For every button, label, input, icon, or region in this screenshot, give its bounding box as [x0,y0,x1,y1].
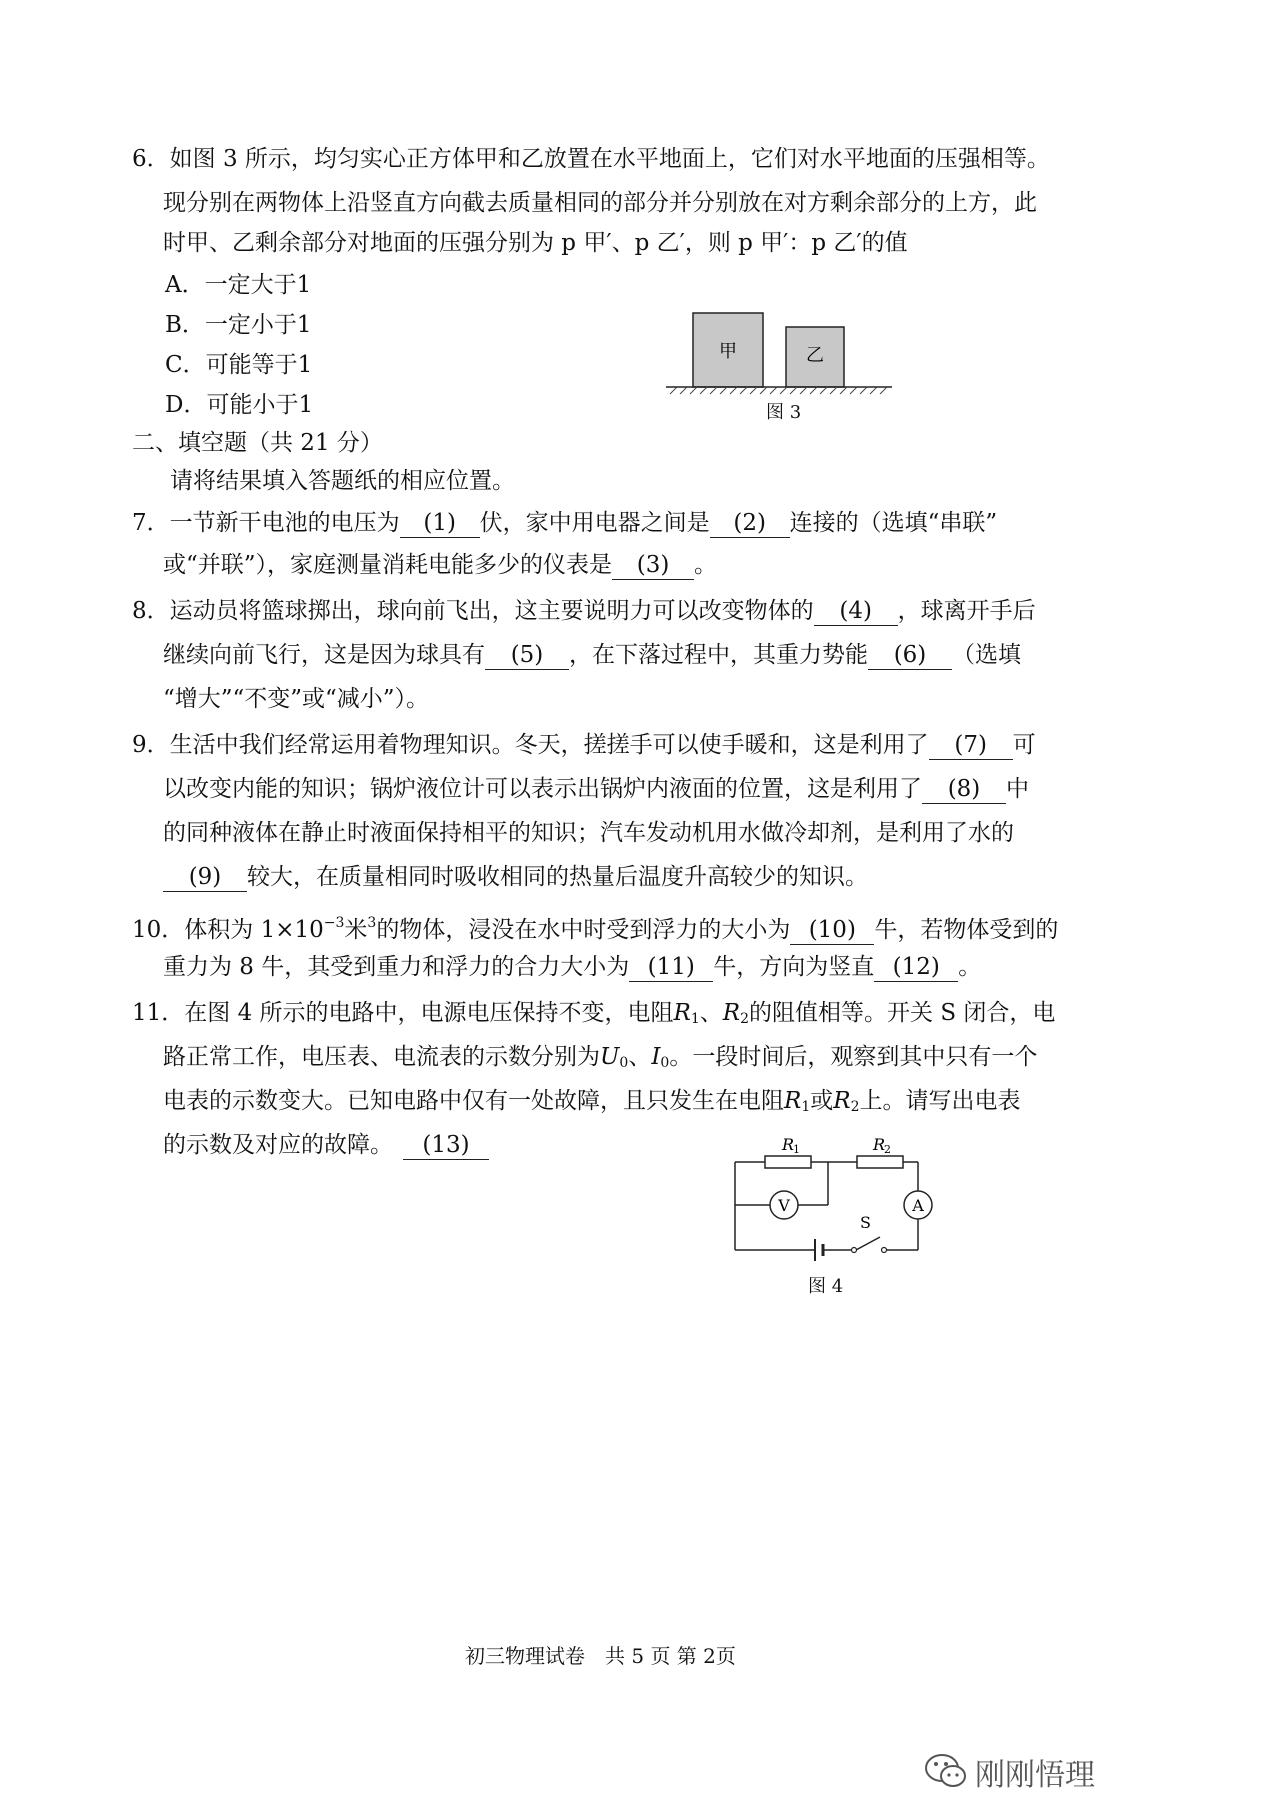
section2-title: 二、填空题（共 21 分） [132,430,383,456]
q11-r-sub-1c: 1 [801,1099,811,1115]
watermark-text: 刚刚悟理 [975,1758,1095,1793]
blank-11[interactable]: (11) [629,953,713,982]
q6-option-a: A．一定大于1 [165,272,312,298]
q9-line4 [163,862,868,892]
q6-option-d: D．可能小于1 [165,392,314,418]
q11-u: U [600,1044,620,1070]
q7-text-d: 连接的（选填“串联” [789,510,998,536]
figure-4-circuit [720,1130,950,1270]
q11-text-d: 的示数及对应的故障。 [163,1132,393,1158]
q10-text-f: 。 [958,954,982,980]
switch-contact-b [882,1248,887,1253]
q11-r-sub-2: 2 [740,1011,750,1027]
blank-4[interactable]: (4) [814,597,898,626]
label-r2: R [873,1135,886,1154]
q6-option-b: B．一定小于1 [165,312,312,338]
label-yi: 乙 [806,345,824,366]
q11-line1 [132,998,1055,1034]
q11-r: R [673,1000,691,1026]
q11-text-c2: 上。请写出电表 [859,1088,1021,1114]
q7-text-f: 。 [694,552,718,578]
q9-text-g: 较大，在质量相同时吸收相同的热量后温度升高较少的知识。 [247,864,868,890]
q10-text-e: 牛，方向为竖直 [713,954,875,980]
blank-12[interactable]: (12) [874,953,958,982]
q11-line2 [163,1042,1037,1078]
q10-text-d: 重力为 8 牛，其受到重力和浮力的合力大小为 [163,954,630,980]
section2-instruction: 请将结果填入答题纸的相应位置。 [170,468,515,494]
q8-text-d: 继续向前飞行，这是因为球具有 [163,642,485,668]
switch-contact-a [852,1248,857,1253]
label-r1: R [782,1135,795,1154]
blank-3[interactable]: (3) [612,551,694,580]
q11-r-sub-2d: 2 [850,1099,860,1115]
q7-text-c: 伏，家中用电器之间是 [479,510,710,536]
q9-text-a: 9．生活中我们经常运用着物理知识。冬天，搓搓手可以使手暖和，这是利用了 [132,732,929,758]
q10-text-c: 牛，若物体受到的 [874,917,1059,943]
q8-text-c: ，球离开手后 [897,598,1036,624]
figure-3-cubes [660,305,900,405]
q8-text-f: （选填 [952,642,1021,668]
q10-text-a: 10．体积为 1×10 [132,917,324,943]
label-jia: 甲 [719,341,737,362]
q11-r-sub-1: 1 [690,1011,700,1027]
q11-r-d: R [833,1088,851,1114]
q8-text-e: ，在下落过程中，其重力势能 [569,642,868,668]
q11-line4 [163,1130,489,1160]
resistor-r2 [857,1156,903,1168]
q7-line2 [163,550,717,580]
q11-or: 或 [810,1088,834,1114]
blank-13[interactable]: (13) [403,1131,489,1160]
q10-line2 [163,952,981,982]
q11-text-b2: 。一段时间后，观察到其中只有一个 [669,1044,1038,1070]
q9-line1 [132,730,1036,760]
blank-5[interactable]: (5) [485,641,569,670]
q9-line2 [163,774,1029,804]
q11-u-sub: 0 [619,1055,629,1071]
label-r2-sub: 2 [884,1143,891,1156]
blank-6[interactable]: (6) [868,641,952,670]
q10-exponent: −3 [323,915,345,931]
q9-text-c: 可 [1012,732,1036,758]
q11-text-a: 11．在图 4 所示的电路中，电源电压保持不变，电阻 [132,1000,674,1026]
q7-text-e: 或“并联”），家庭测量消耗电能多少的仪表是 [163,552,613,578]
label-v: V [778,1196,790,1215]
blank-1[interactable]: (1) [400,509,480,538]
q11-r-c: R [784,1088,802,1114]
q11-sep: 、 [699,1000,723,1026]
q11-i: I [651,1044,661,1070]
q6-option-c: C．可能等于1 [165,352,313,378]
wechat-icon [922,1750,970,1790]
q11-text-c: 电表的示数变大。已知电路中仅有一处故障，且只发生在电阻 [163,1088,784,1114]
switch-lever [856,1237,880,1250]
q11-i-sub: 0 [660,1055,670,1071]
q8-text-a: 8．运动员将篮球掷出，球向前飞出，这主要说明力可以改变物体的 [132,598,814,624]
q6-line3: 时甲、乙剩余部分对地面的压强分别为 p 甲′、p 乙′，则 p 甲′：p 乙′的值 [163,230,908,256]
blank-10[interactable]: (10) [790,916,874,945]
figure-4-caption: 图 4 [808,1276,844,1297]
q8-line2 [163,640,1021,670]
q11-text-b: 路正常工作，电压表、电流表的示数分别为 [163,1044,600,1070]
label-r1-sub: 1 [793,1143,800,1156]
q10-text-a3: 的物体，浸没在水中时受到浮力的大小为 [376,917,791,943]
q9-text-e: 中 [1006,776,1029,802]
q8-line1 [132,596,1036,626]
label-a: A [912,1196,924,1215]
label-s: S [860,1213,871,1232]
q9-line3: 的同种液体在静止时液面保持相平的知识；汽车发动机用水做冷却剂，是利用了水的 [163,820,1014,846]
q7-text-a: 7．一节新干电池的电压为 [132,510,400,536]
q11-r-b: R [722,1000,741,1026]
q10-exponent2: 3 [367,915,377,931]
q8-line3: “增大”“不变”或“减小”）。 [163,686,430,712]
figure-3-caption: 图 3 [766,402,802,423]
resistor-r1 [765,1156,811,1168]
page-footer: 初三物理试卷 共 5 页 第 2页 [465,1644,736,1668]
q11-sep2: 、 [628,1044,652,1070]
blank-2[interactable]: (2) [710,509,790,538]
q10-text-a2: 米 [344,917,368,943]
q7-line1 [132,508,997,538]
q11-text-a2: 的阻值相等。开关 S 闭合，电 [749,1000,1056,1026]
blank-9[interactable]: (9) [163,863,247,892]
q6-line1: 6．如图 3 所示，均匀实心正方体甲和乙放置在水平地面上，它们对水平地面的压强相等。 [132,146,1050,172]
q11-line3 [163,1086,1021,1122]
q6-line2: 现分别在两物体上沿竖直方向截去质量相同的部分并分别放在对方剩余部分的上方，此 [163,190,1037,216]
q10-line1 [132,908,1058,945]
q9-text-d: 以改变内能的知识；锅炉液位计可以表示出锅炉内液面的位置，这是利用了 [163,776,922,802]
ground-hatching [670,387,887,394]
blank-8[interactable]: (8) [922,775,1006,804]
blank-7[interactable]: (7) [929,731,1013,760]
